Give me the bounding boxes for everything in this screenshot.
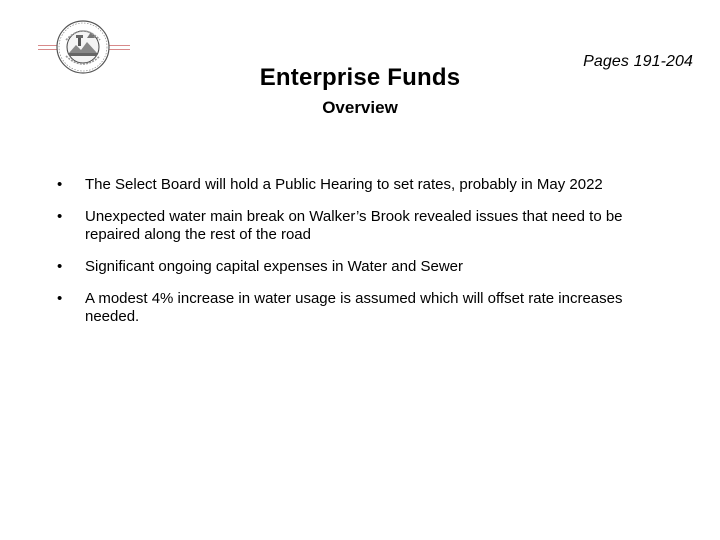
list-item — [57, 290, 657, 326]
bullet-list — [57, 176, 657, 340]
bullet-text: Unexpected water main break on Walker’s Brook revealed issues that need to be repaired along the rest of the road — [85, 208, 623, 243]
bullet-text: A modest 4% increase in water usage is assumed which will offset rate increases needed. — [85, 290, 623, 325]
page-title: Enterprise Funds — [259, 64, 461, 91]
page-reference: Pages 191-204 — [583, 53, 693, 70]
bullet-text: The Select Board will hold a Public Hearing to set rates, probably in May 2022 — [85, 176, 603, 193]
bullet-icon: • — [57, 208, 63, 225]
page-subtitle: Overview — [322, 98, 398, 117]
list-item — [57, 208, 657, 244]
bullet-icon: • — [57, 258, 63, 275]
bullet-text: Significant ongoing capital expenses in Water and Sewer — [85, 258, 464, 275]
bullet-icon: • — [57, 290, 63, 307]
list-item — [57, 176, 657, 194]
bullet-icon: • — [57, 176, 63, 193]
list-item — [57, 258, 657, 276]
